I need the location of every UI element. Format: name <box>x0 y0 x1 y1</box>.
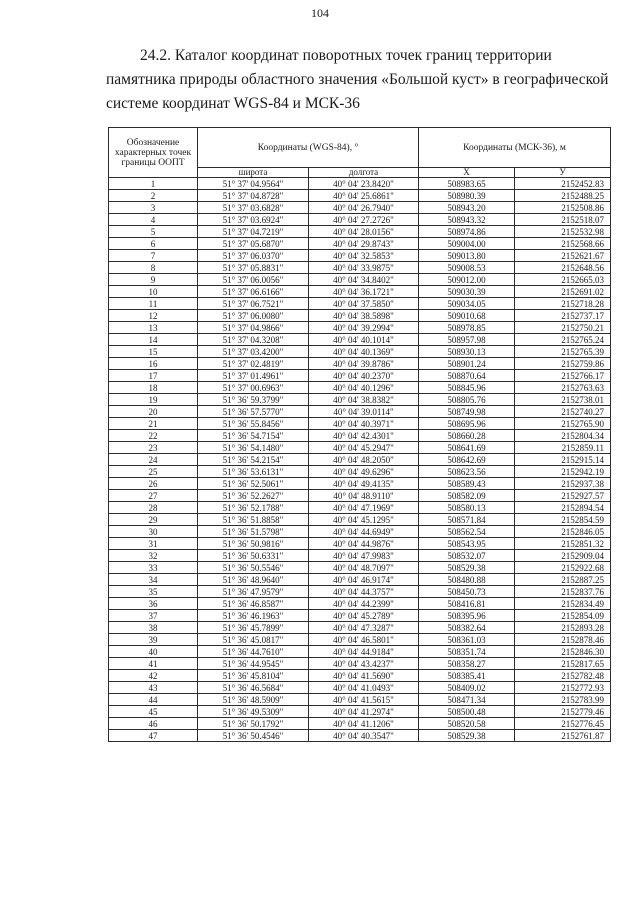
latitude-cell: 51° 36' 54.7154" <box>198 430 309 442</box>
latitude-cell: 51° 37' 02.4819" <box>198 358 309 370</box>
x-cell: 508695.96 <box>419 418 515 430</box>
point-number: 16 <box>109 358 198 370</box>
x-cell: 509030.39 <box>419 286 515 298</box>
y-cell: 2152532.98 <box>515 226 611 238</box>
table-row <box>109 538 611 550</box>
x-cell: 508930.13 <box>419 346 515 358</box>
y-cell: 2152621.67 <box>515 250 611 262</box>
longitude-cell: 40° 04' 33.9875" <box>309 262 419 274</box>
latitude-cell: 51° 37' 04.9564" <box>198 178 309 190</box>
latitude-cell: 51° 37' 06.6166" <box>198 286 309 298</box>
table-row <box>109 454 611 466</box>
x-cell: 508562.54 <box>419 526 515 538</box>
longitude-cell: 40° 04' 44.9184" <box>309 646 419 658</box>
longitude-cell: 40° 04' 37.5850" <box>309 298 419 310</box>
latitude-cell: 51° 36' 50.6331" <box>198 550 309 562</box>
point-number: 10 <box>109 286 198 298</box>
longitude-cell: 40° 04' 47.9983" <box>309 550 419 562</box>
table-row <box>109 526 611 538</box>
latitude-cell: 51° 37' 03.6828" <box>198 202 309 214</box>
table-row <box>109 730 611 742</box>
point-number: 22 <box>109 430 198 442</box>
longitude-cell: 40° 04' 46.5801" <box>309 634 419 646</box>
x-cell: 508520.58 <box>419 718 515 730</box>
latitude-cell: 51° 36' 52.1788" <box>198 502 309 514</box>
table-row <box>109 466 611 478</box>
header-longitude: долгота <box>309 168 419 178</box>
table-row <box>109 190 611 202</box>
y-cell: 2152763.63 <box>515 382 611 394</box>
point-number: 44 <box>109 694 198 706</box>
page-number: 104 <box>311 6 329 20</box>
x-cell: 509012.00 <box>419 274 515 286</box>
latitude-cell: 51° 36' 51.8858" <box>198 514 309 526</box>
y-cell: 2152718.28 <box>515 298 611 310</box>
table-row <box>109 394 611 406</box>
x-cell: 508361.03 <box>419 634 515 646</box>
latitude-cell: 51° 36' 53.6131" <box>198 466 309 478</box>
y-cell: 2152738.01 <box>515 394 611 406</box>
latitude-cell: 51° 36' 49.5309" <box>198 706 309 718</box>
y-cell: 2152759.86 <box>515 358 611 370</box>
y-cell: 2152772.93 <box>515 682 611 694</box>
point-number: 21 <box>109 418 198 430</box>
longitude-cell: 40° 04' 42.4301" <box>309 430 419 442</box>
y-cell: 2152508.86 <box>515 202 611 214</box>
latitude-cell: 51° 36' 46.5684" <box>198 682 309 694</box>
y-cell: 2152783.99 <box>515 694 611 706</box>
point-number: 30 <box>109 526 198 538</box>
point-number: 35 <box>109 586 198 598</box>
longitude-cell: 40° 04' 41.0493" <box>309 682 419 694</box>
table-row <box>109 706 611 718</box>
table-row <box>109 214 611 226</box>
longitude-cell: 40° 04' 28.0156" <box>309 226 419 238</box>
point-number: 47 <box>109 730 198 742</box>
heading-line-2: памятника природы областного значения «Большой куст» в географической <box>106 71 609 88</box>
y-cell: 2152488.25 <box>515 190 611 202</box>
point-number: 19 <box>109 394 198 406</box>
table-row <box>109 406 611 418</box>
table-row <box>109 670 611 682</box>
table-row <box>109 178 611 190</box>
latitude-cell: 51° 36' 50.5546" <box>198 562 309 574</box>
latitude-cell: 51° 36' 44.7610" <box>198 646 309 658</box>
y-cell: 2152846.05 <box>515 526 611 538</box>
latitude-cell: 51° 37' 04.8728" <box>198 190 309 202</box>
longitude-cell: 40° 04' 39.0114" <box>309 406 419 418</box>
point-number: 5 <box>109 226 198 238</box>
latitude-cell: 51° 36' 54.1480" <box>198 442 309 454</box>
longitude-cell: 40° 04' 44.9876" <box>309 538 419 550</box>
longitude-cell: 40° 04' 34.8402" <box>309 274 419 286</box>
x-cell: 508480.88 <box>419 574 515 586</box>
y-cell: 2152568.66 <box>515 238 611 250</box>
x-cell: 509013.80 <box>419 250 515 262</box>
table-row <box>109 646 611 658</box>
point-number: 45 <box>109 706 198 718</box>
table-row <box>109 622 611 634</box>
latitude-cell: 51° 36' 52.5061" <box>198 478 309 490</box>
latitude-cell: 51° 37' 05.8831" <box>198 262 309 274</box>
x-cell: 508974.86 <box>419 226 515 238</box>
x-cell: 508943.20 <box>419 202 515 214</box>
latitude-cell: 51° 36' 46.1963" <box>198 610 309 622</box>
table-row <box>109 418 611 430</box>
y-cell: 2152665.03 <box>515 274 611 286</box>
table-row <box>109 478 611 490</box>
longitude-cell: 40° 04' 45.1295" <box>309 514 419 526</box>
longitude-cell: 40° 04' 48.2050" <box>309 454 419 466</box>
table-row <box>109 334 611 346</box>
longitude-cell: 40° 04' 47.1969" <box>309 502 419 514</box>
point-number: 42 <box>109 670 198 682</box>
point-number: 29 <box>109 514 198 526</box>
y-cell: 2152893.28 <box>515 622 611 634</box>
x-cell: 508589.43 <box>419 478 515 490</box>
longitude-cell: 40° 04' 41.5615" <box>309 694 419 706</box>
latitude-cell: 51° 36' 47.9579" <box>198 586 309 598</box>
table-row <box>109 562 611 574</box>
y-cell: 2152737.17 <box>515 310 611 322</box>
catalog-heading <box>106 44 612 116</box>
latitude-cell: 51° 36' 48.5909" <box>198 694 309 706</box>
y-cell: 2152942.19 <box>515 466 611 478</box>
latitude-cell: 51° 36' 54.2154" <box>198 454 309 466</box>
heading-line-3: системе координат WGS-84 и МСК-36 <box>106 95 360 112</box>
x-cell: 509034.05 <box>419 298 515 310</box>
longitude-cell: 40° 04' 45.2789" <box>309 610 419 622</box>
latitude-cell: 51° 36' 44.9545" <box>198 658 309 670</box>
longitude-cell: 40° 04' 29.8743" <box>309 238 419 250</box>
x-cell: 508660.28 <box>419 430 515 442</box>
longitude-cell: 40° 04' 40.3971" <box>309 418 419 430</box>
longitude-cell: 40° 04' 46.9174" <box>309 574 419 586</box>
latitude-cell: 51° 36' 59.3799" <box>198 394 309 406</box>
latitude-cell: 51° 37' 00.6963" <box>198 382 309 394</box>
point-number: 3 <box>109 202 198 214</box>
latitude-cell: 51° 36' 57.5770" <box>198 406 309 418</box>
x-cell: 508845.96 <box>419 382 515 394</box>
longitude-cell: 40° 04' 44.3757" <box>309 586 419 598</box>
x-cell: 508580.13 <box>419 502 515 514</box>
point-number: 6 <box>109 238 198 250</box>
x-cell: 509004.00 <box>419 238 515 250</box>
latitude-cell: 51° 37' 01.4961" <box>198 370 309 382</box>
latitude-cell: 51° 36' 50.9816" <box>198 538 309 550</box>
table-row <box>109 610 611 622</box>
table-row <box>109 574 611 586</box>
table-row <box>109 262 611 274</box>
point-number: 37 <box>109 610 198 622</box>
y-cell: 2152750.21 <box>515 322 611 334</box>
y-cell: 2152804.34 <box>515 430 611 442</box>
point-number: 41 <box>109 658 198 670</box>
table-header-row <box>109 128 611 168</box>
latitude-cell: 51° 37' 03.6924" <box>198 214 309 226</box>
point-number: 7 <box>109 250 198 262</box>
table-row <box>109 598 611 610</box>
latitude-cell: 51° 37' 04.7219" <box>198 226 309 238</box>
x-cell: 509010.68 <box>419 310 515 322</box>
y-cell: 2152894.54 <box>515 502 611 514</box>
x-cell: 508623.56 <box>419 466 515 478</box>
longitude-cell: 40° 04' 40.3547" <box>309 730 419 742</box>
latitude-cell: 51° 36' 48.9640" <box>198 574 309 586</box>
x-cell: 508382.64 <box>419 622 515 634</box>
point-number: 25 <box>109 466 198 478</box>
y-cell: 2152776.45 <box>515 718 611 730</box>
y-cell: 2152846.30 <box>515 646 611 658</box>
longitude-cell: 40° 04' 44.2399" <box>309 598 419 610</box>
table-row <box>109 694 611 706</box>
y-cell: 2152648.56 <box>515 262 611 274</box>
y-cell: 2152854.09 <box>515 610 611 622</box>
y-cell: 2152837.76 <box>515 586 611 598</box>
longitude-cell: 40° 04' 23.8420" <box>309 178 419 190</box>
point-number: 31 <box>109 538 198 550</box>
x-cell: 508642.69 <box>419 454 515 466</box>
latitude-cell: 51° 37' 04.9866" <box>198 322 309 334</box>
x-cell: 508980.39 <box>419 190 515 202</box>
latitude-cell: 51° 37' 04.3208" <box>198 334 309 346</box>
latitude-cell: 51° 36' 45.0817" <box>198 634 309 646</box>
point-number: 2 <box>109 190 198 202</box>
table-row <box>109 502 611 514</box>
x-cell: 508582.09 <box>419 490 515 502</box>
point-number: 1 <box>109 178 198 190</box>
point-number: 4 <box>109 214 198 226</box>
table-row <box>109 358 611 370</box>
table-row <box>109 310 611 322</box>
longitude-cell: 40° 04' 47.3287" <box>309 622 419 634</box>
longitude-cell: 40° 04' 36.1721" <box>309 286 419 298</box>
x-cell: 508571.84 <box>419 514 515 526</box>
longitude-cell: 40° 04' 39.8786" <box>309 358 419 370</box>
latitude-cell: 51° 37' 06.0056" <box>198 274 309 286</box>
x-cell: 508358.27 <box>419 658 515 670</box>
heading-line-1: 24.2. Каталог координат поворотных точек границ территории <box>140 47 552 64</box>
table-row <box>109 550 611 562</box>
table-row <box>109 250 611 262</box>
x-cell: 508870.64 <box>419 370 515 382</box>
latitude-cell: 51° 37' 06.0370" <box>198 250 309 262</box>
table-row <box>109 346 611 358</box>
point-number: 13 <box>109 322 198 334</box>
latitude-cell: 51° 36' 55.8456" <box>198 418 309 430</box>
header-wgs84: Координаты (WGS-84), ° <box>198 128 419 168</box>
point-number: 24 <box>109 454 198 466</box>
table-row <box>109 370 611 382</box>
table-row <box>109 718 611 730</box>
x-cell: 508471.34 <box>419 694 515 706</box>
point-number: 32 <box>109 550 198 562</box>
point-number: 39 <box>109 634 198 646</box>
x-cell: 508957.98 <box>419 334 515 346</box>
x-cell: 508901.24 <box>419 358 515 370</box>
x-cell: 508749.98 <box>419 406 515 418</box>
y-cell: 2152859.11 <box>515 442 611 454</box>
longitude-cell: 40° 04' 41.5690" <box>309 670 419 682</box>
longitude-cell: 40° 04' 32.5853" <box>309 250 419 262</box>
longitude-cell: 40° 04' 25.6861" <box>309 190 419 202</box>
table-row <box>109 298 611 310</box>
x-cell: 508385.41 <box>419 670 515 682</box>
y-cell: 2152691.02 <box>515 286 611 298</box>
x-cell: 508805.76 <box>419 394 515 406</box>
latitude-cell: 51° 37' 06.7521" <box>198 298 309 310</box>
x-cell: 508978.85 <box>419 322 515 334</box>
longitude-cell: 40° 04' 40.1369" <box>309 346 419 358</box>
table-row <box>109 202 611 214</box>
point-number: 23 <box>109 442 198 454</box>
longitude-cell: 40° 04' 38.5898" <box>309 310 419 322</box>
table-row <box>109 442 611 454</box>
y-cell: 2152927.57 <box>515 490 611 502</box>
y-cell: 2152518.07 <box>515 214 611 226</box>
latitude-cell: 51° 36' 45.7899" <box>198 622 309 634</box>
latitude-cell: 51° 36' 50.4546" <box>198 730 309 742</box>
longitude-cell: 40° 04' 48.7097" <box>309 562 419 574</box>
x-cell: 508983.65 <box>419 178 515 190</box>
latitude-cell: 51° 36' 46.8587" <box>198 598 309 610</box>
longitude-cell: 40° 04' 41.2974" <box>309 706 419 718</box>
table-row <box>109 382 611 394</box>
point-number: 28 <box>109 502 198 514</box>
table-row <box>109 274 611 286</box>
table-row <box>109 658 611 670</box>
longitude-cell: 40° 04' 49.6296" <box>309 466 419 478</box>
header-latitude: широта <box>198 168 309 178</box>
longitude-cell: 40° 04' 40.1014" <box>309 334 419 346</box>
point-number: 27 <box>109 490 198 502</box>
table-body <box>109 178 611 742</box>
table-row <box>109 238 611 250</box>
table-row <box>109 226 611 238</box>
y-cell: 2152878.46 <box>515 634 611 646</box>
x-cell: 508395.96 <box>419 610 515 622</box>
x-cell: 508450.73 <box>419 586 515 598</box>
header-designation: Обозначение характерных точек границы ООПТ <box>109 128 198 178</box>
y-cell: 2152854.59 <box>515 514 611 526</box>
x-cell: 508500.48 <box>419 706 515 718</box>
point-number: 12 <box>109 310 198 322</box>
point-number: 34 <box>109 574 198 586</box>
y-cell: 2152915.14 <box>515 454 611 466</box>
longitude-cell: 40° 04' 49.4135" <box>309 478 419 490</box>
point-number: 33 <box>109 562 198 574</box>
table-row <box>109 682 611 694</box>
y-cell: 2152909.04 <box>515 550 611 562</box>
table-row <box>109 430 611 442</box>
longitude-cell: 40° 04' 44.6949" <box>309 526 419 538</box>
table-row <box>109 514 611 526</box>
coordinates-table <box>108 127 611 742</box>
longitude-cell: 40° 04' 39.2994" <box>309 322 419 334</box>
longitude-cell: 40° 04' 38.8382" <box>309 394 419 406</box>
point-number: 8 <box>109 262 198 274</box>
table-row <box>109 634 611 646</box>
y-cell: 2152766.17 <box>515 370 611 382</box>
point-number: 9 <box>109 274 198 286</box>
y-cell: 2152779.46 <box>515 706 611 718</box>
x-cell: 508543.95 <box>419 538 515 550</box>
longitude-cell: 40° 04' 45.2947" <box>309 442 419 454</box>
y-cell: 2152887.25 <box>515 574 611 586</box>
x-cell: 508529.38 <box>419 562 515 574</box>
point-number: 36 <box>109 598 198 610</box>
y-cell: 2152765.90 <box>515 418 611 430</box>
point-number: 11 <box>109 298 198 310</box>
x-cell: 508409.02 <box>419 682 515 694</box>
x-cell: 508529.38 <box>419 730 515 742</box>
longitude-cell: 40° 04' 48.9110" <box>309 490 419 502</box>
latitude-cell: 51° 37' 05.6870" <box>198 238 309 250</box>
table-row <box>109 322 611 334</box>
y-cell: 2152452.83 <box>515 178 611 190</box>
point-number: 14 <box>109 334 198 346</box>
point-number: 46 <box>109 718 198 730</box>
longitude-cell: 40° 04' 40.1296" <box>309 382 419 394</box>
point-number: 26 <box>109 478 198 490</box>
y-cell: 2152740.27 <box>515 406 611 418</box>
table-row <box>109 586 611 598</box>
x-cell: 508416.81 <box>419 598 515 610</box>
longitude-cell: 40° 04' 41.1206" <box>309 718 419 730</box>
header-msk36: Координаты (МСК-36), м <box>419 128 611 168</box>
latitude-cell: 51° 36' 50.1792" <box>198 718 309 730</box>
longitude-cell: 40° 04' 43.4237" <box>309 658 419 670</box>
y-cell: 2152765.24 <box>515 334 611 346</box>
point-number: 17 <box>109 370 198 382</box>
latitude-cell: 51° 36' 51.5798" <box>198 526 309 538</box>
latitude-cell: 51° 36' 52.2627" <box>198 490 309 502</box>
y-cell: 2152834.49 <box>515 598 611 610</box>
longitude-cell: 40° 04' 40.2370" <box>309 370 419 382</box>
point-number: 20 <box>109 406 198 418</box>
y-cell: 2152937.38 <box>515 478 611 490</box>
point-number: 40 <box>109 646 198 658</box>
y-cell: 2152765.39 <box>515 346 611 358</box>
point-number: 15 <box>109 346 198 358</box>
table-row <box>109 286 611 298</box>
longitude-cell: 40° 04' 26.7940" <box>309 202 419 214</box>
x-cell: 508351.74 <box>419 646 515 658</box>
latitude-cell: 51° 37' 06.0080" <box>198 310 309 322</box>
header-y: У <box>515 168 611 178</box>
header-x: X <box>419 168 515 178</box>
x-cell: 508532.07 <box>419 550 515 562</box>
x-cell: 509008.53 <box>419 262 515 274</box>
y-cell: 2152922.68 <box>515 562 611 574</box>
x-cell: 508943.32 <box>419 214 515 226</box>
y-cell: 2152761.87 <box>515 730 611 742</box>
y-cell: 2152817.65 <box>515 658 611 670</box>
table-row <box>109 490 611 502</box>
longitude-cell: 40° 04' 27.2726" <box>309 214 419 226</box>
y-cell: 2152851.32 <box>515 538 611 550</box>
point-number: 43 <box>109 682 198 694</box>
point-number: 18 <box>109 382 198 394</box>
x-cell: 508641.69 <box>419 442 515 454</box>
point-number: 38 <box>109 622 198 634</box>
latitude-cell: 51° 37' 03.4200" <box>198 346 309 358</box>
latitude-cell: 51° 36' 45.8104" <box>198 670 309 682</box>
y-cell: 2152782.48 <box>515 670 611 682</box>
